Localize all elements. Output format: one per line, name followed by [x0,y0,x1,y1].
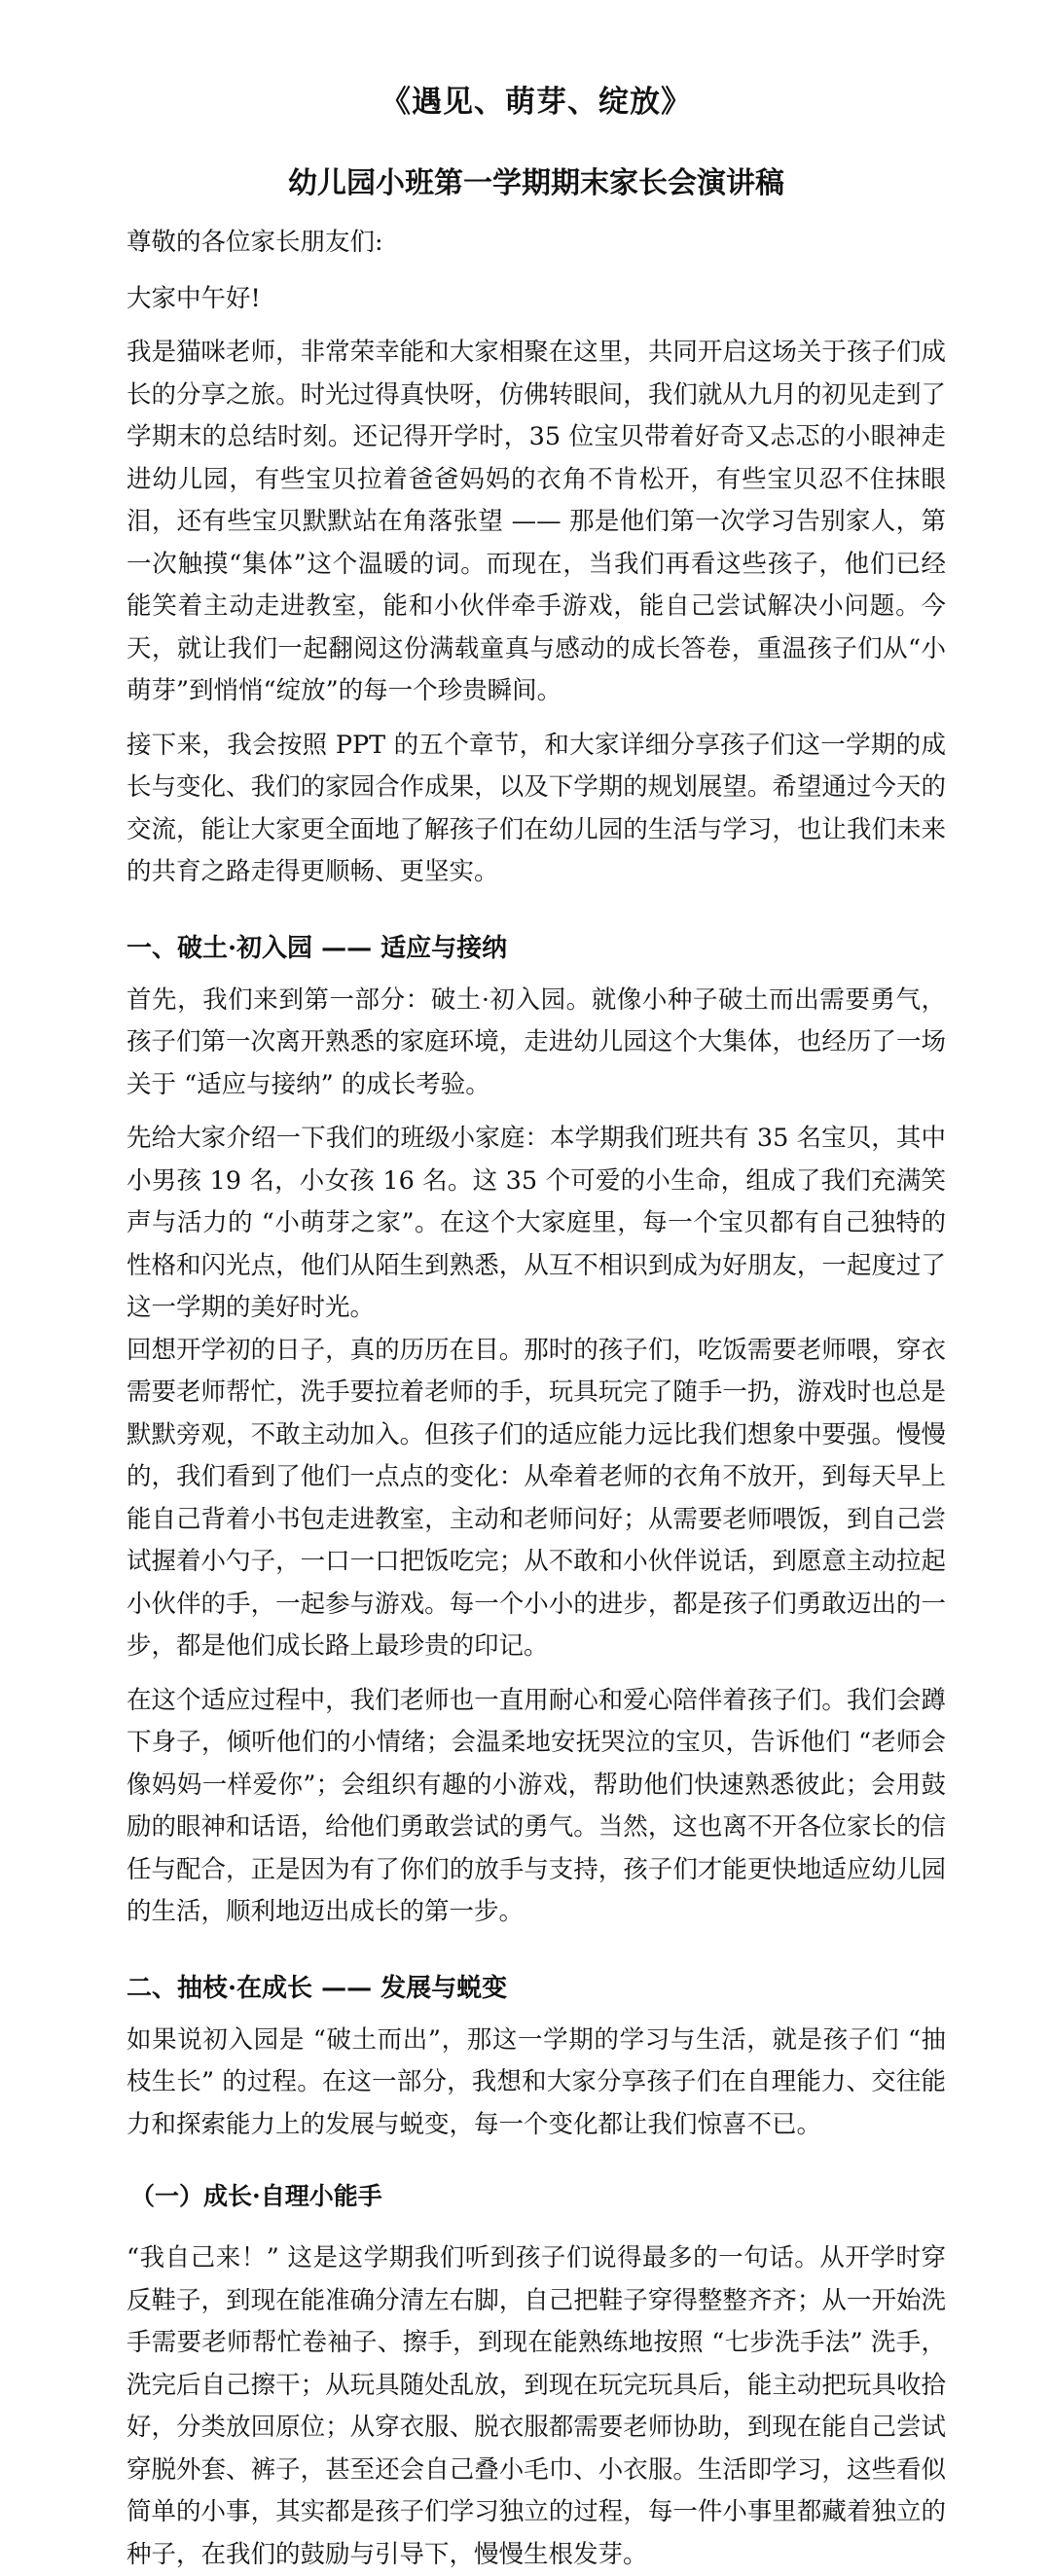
section1-paragraph: 首先，我们来到第一部分：破土·初入园。就像小种子破土而出需要勇气，孩子们第一次离开熟悉的家庭环境，走进幼儿园这个大集体，也经历了一场关于 “适应与接纳” 的成长考验。 [127,984,946,1099]
section1-paragraph: 在这个适应过程中，我们老师也一直用耐心和爱心陪伴着孩子们。我们会蹲下身子，倾听他们的小情绪；会温柔地安抚哭泣的宝贝，告诉他们 “老师会像妈妈一样爱你”；会组织有趣的小游戏，帮助他们快速熟悉彼此；会用鼓励的眼神和话语，给他们勇敢尝试的勇气。当然，这也离不开各位家长的信任与配合，正是因为有了你们的放手与支持，孩子们才能更快地适应幼儿园的生活，顺利地迈出成长的第一步。 [127,1685,946,1926]
subsection-heading-1: （一）成长·自理小能手 [130,2182,382,2210]
section-heading-2: 二、抽枝·在成长 —— 发展与蜕变 [127,1973,508,2003]
document-subtitle: 幼儿园小班第一学期期末家长会演讲稿 [288,166,784,200]
section1-paragraph: 先给大家介绍一下我们的班级小家庭：本学期我们班共有 35 名宝贝，其中小男孩 19 名，小女孩 16 名。这 35 个可爱的小生命，组成了我们充满笑声与活力的 “小萌芽之家”。在这个大家庭里，每一个宝贝都有自己独特的性格和闪光点，他们从陌生到熟悉，从互不相识到成为好朋友，一起度过了这一学期的美好时光。 [127,1124,946,1322]
section-heading-1: 一、破土·初入园 —— 适应与接纳 [127,933,508,963]
document-title: 《遇见、萌芽、绽放》 [381,85,692,120]
intro-paragraph: 我是猫咪老师，非常荣幸能和大家相聚在这里，共同开启这场关于孩子们成长的分享之旅。时光过得真快呀，仿佛转眼间，我们就从九月的初见走到了学期末的总结时刻。还记得开学时，35 位宝贝带着好奇又忐忑的小眼神走进幼儿园，有些宝贝拉着爸爸妈妈的衣角不肯松开，有些宝贝忍不住抹眼泪，还有些宝贝默默站在角落张望 —— 那是他们第一次学习告别家人，第一次触摸“集体”这个温暖的词。而现在，当我们再看这些孩子，他们已经能笑着主动走进教室，能和小伙伴牵手游戏，能自己尝试解决小问题。今天，就让我们一起翻阅这份满载童真与感动的成长答卷，重温孩子们从“小萌芽”到悄悄“绽放”的每一个珍贵瞬间。 [127,338,946,705]
greeting: 大家中午好! [127,283,261,313]
salutation: 尊敬的各位家长朋友们: [127,228,383,257]
intro-paragraph: 接下来，我会按照 PPT 的五个章节，和大家详细分享孩子们这一学期的成长与变化、我们的家园合作成果，以及下学期的规划展望。希望通过今天的交流，能让大家更全面地了解孩子们在幼儿园的生活与学习，也让我们未来的共育之路走得更顺畅、更坚实。 [127,730,946,886]
section2-paragraph: 如果说初入园是 “破土而出”，那这一学期的学习与生活，就是孩子们 “抽枝生长” 的过程。在这一部分，我想和大家分享孩子们在自理能力、交往能力和探索能力上的发展与蜕变，每一个变化都让我们惊喜不已。 [127,2024,946,2139]
subsection1-paragraph: “我自己来！” 这是这学期我们听到孩子们说得最多的一句话。从开学时穿反鞋子，到现在能准确分清左右脚，自己把鞋子穿得整整齐齐；从一开始洗手需要老师帮忙卷袖子、擦手，到现在能熟练地按照 “七步洗手法” 洗手，洗完后自己擦干；从玩具随处乱放，到现在玩完玩具后，能主动把玩具收拾好，分类放回原位；从穿衣服、脱衣服都需要老师协助，到现在能自己尝试穿脱外套、裤子，甚至还会自己叠小毛巾、小衣服。生活即学习，这些看似简单的小事，其实都是孩子们学习独立的过程，每一件小事里都藏着独立的种子，在我们的鼓励与引导下，慢慢生根发芽。 [127,2243,946,2569]
section1-paragraph: 回想开学初的日子，真的历历在目。那时的孩子们，吃饭需要老师喂，穿衣需要老师帮忙，洗手要拉着老师的手，玩具玩完了随手一扔，游戏时也总是默默旁观，不敢主动加入。但孩子们的适应能力远比我们想象中要强。慢慢的，我们看到了他们一点点的变化：从牵着老师的衣角不放开，到每天早上能自己背着小书包走进教室，主动和老师问好；从需要老师喂饭，到自己尝试握着小勺子，一口一口把饭吃完；从不敢和小伙伴说话，到愿意主动拉起小伙伴的手，一起参与游戏。每一个小小的进步，都是孩子们勇敢迈出的一步，都是他们成长路上最珍贵的印记。 [127,1335,946,1661]
